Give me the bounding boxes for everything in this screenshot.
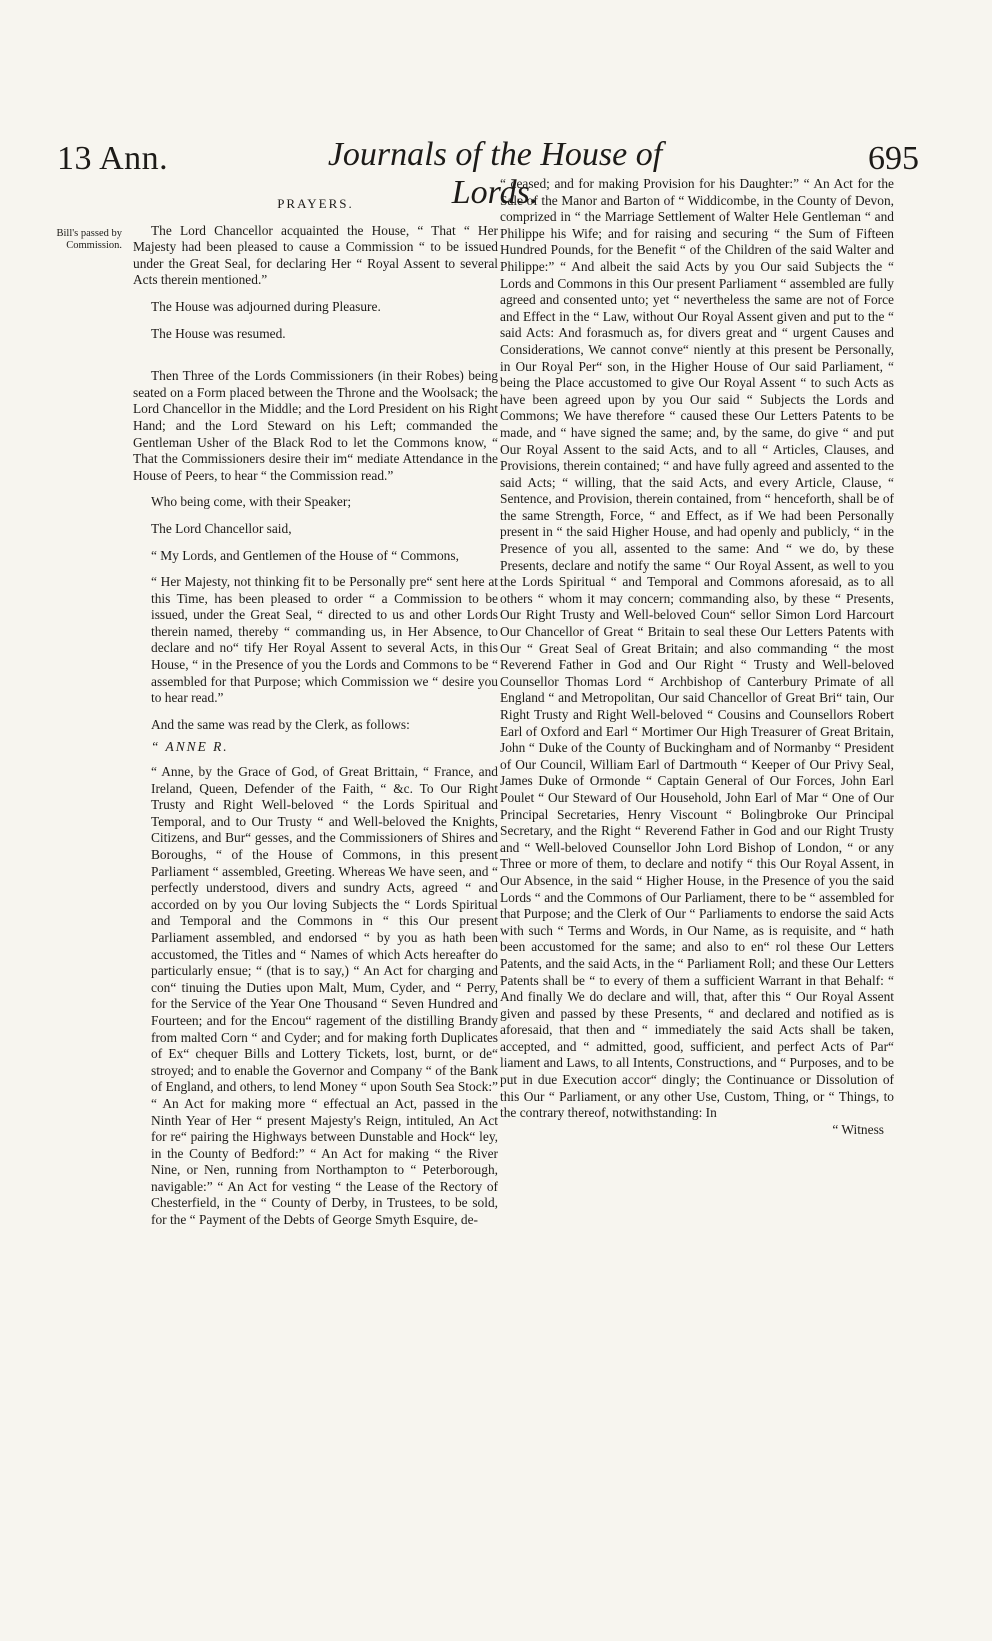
right-column xyxy=(500,176,894,1138)
paragraph: “ My Lords, and Gentlemen of the House of “ Commons, xyxy=(151,547,459,563)
paragraph: “ Anne, by the Grace of God, of Great Brittain, “ France, and Ireland, Queen, Defender of the Faith, “ &c. To Our Right Trusty and Right Well-beloved “ the Lords Spiritual and Temporal, and to Our Trusty “ and Well-beloved the Knights, Citizens, and Bur“ gesses, and the Commissioners of Shires and Boroughs, “ of the House of Commons, in this present Parliament “ assembled, Greeting. Whereas We have seen, and “ perfectly understood, divers and sundry Acts, agreed “ and accorded on by you Our loving Subjects the “ Lords Spiritual and Temporal and the Commons in “ this Our present Parliament assembled, and endorsed “ by you as hath been accustomed, the Titles and “ Names of which Acts hereafter do particularly ensue; “ (that is to say,) “ An Act for charging and con“ tinuing the Duties upon Malt, Mum, Cyder, and “ Perry, for the Service of the Year One Thousand “ Seven Hundred and Fourteen; and for the Encou“ ragement of the distilling Brandy from malted Corn “ and Cyder; and for making forth Duplicates of Ex“ chequer Bills and Lottery Tickets, lost, burnt, or de“ stroyed; and to enable the Governor and Company “ of the Bank of England, and others, to lend Money “ upon South Sea Stock:” “ An Act for making more “ effectual an Act, passed in the Ninth Year of Her “ present Majesty's Reign, intituled, An Act for re“ pairing the Highways between Dunstable and Hock“ ley, in the County of Bedford:” “ An Act for making “ the River Nine, or Nen, running from Northampton to “ Peterborough, navigable:” “ An Act for vesting “ the Lease of the Rectory of Chesterfield, in the “ County of Derby, in Trustees, to be sold, for the “ Payment of the Debts of George Smyth Esquire, de- xyxy=(151,764,498,1228)
page-number: 695 xyxy=(868,140,919,177)
catchword: “ Witness xyxy=(832,1121,884,1137)
paragraph: The Lord Chancellor acquainted the House, “ That “ Her Majesty had been pleased to cause a Commission “ to be issued under the Great Seal, for declaring Her “ Royal Assent to several Acts therein mentioned.” xyxy=(133,222,498,288)
paragraph: Then Three of the Lords Commissioners (in their Robes) being seated on a Form placed between the Throne and the Woolsack; the Lord Chancellor in the Middle; and the Lord President on his Right Hand; and the Lord Steward on his Left; commanded the Gentleman Usher of the Black Rod to let the Commons know, “ That the Commissioners desire their im“ mediate Attendance in the House of Peers, to hear “ the Commission read.” xyxy=(133,368,498,483)
paragraph: The House was resumed. xyxy=(151,325,286,341)
paragraph: “ Her Majesty, not thinking fit to be Personally pre“ sent here at this Time, has been pleased to order “ a Commission to be issued, under the Great Seal, “ directed to us and other Lords therein named, thereby “ commanding us, in Her Absence, to declare and no“ tify Her Royal Assent to several Acts, in this House, “ in the Presence of you the Lords and Commons to be “ assembled for that Purpose; which Commission we “ desire you to hear read.” xyxy=(151,574,498,706)
paragraph: And the same was read by the Clerk, as follows: xyxy=(151,716,410,732)
paragraph: Who being come, with their Speaker; xyxy=(151,494,352,510)
section-heading: PRAYERS. xyxy=(277,196,354,211)
regnal-year: 13 Ann. xyxy=(57,140,169,177)
paragraph: The House was adjourned during Pleasure. xyxy=(151,298,381,314)
commission-heading: “ ANNE R. xyxy=(151,739,229,755)
margin-note: Bill's passed by Commission. xyxy=(56,228,122,251)
running-title-text: Journals of the House of Lords. xyxy=(327,136,663,211)
paragraph: The Lord Chancellor said, xyxy=(151,520,292,536)
paragraph: “ ceased; and for making Provision for his Daughter:” “ An Act for the Sale of the Manor and Barton of “ Widdicombe, in the County of Devon, comprized in “ the Marriage Settlement of Walter Hele Gentleman “ and Philippe his Wife; and for raising and securing “ the Sum of Fifteen Hundred Pounds, for the Benefit “ of the Children of the said Walter and Philippe:” “ And albeit the said Acts by you Our said Subjects the “ Lords and Commons in this Our present Parliament “ assembled are fully agreed and consented unto; yet “ nevertheless the same are not of Force and Effect in the “ Law, without Our Royal Assent given and put to the “ said Acts: And forasmuch as, for divers great and “ urgent Causes and Considerations, We cannot conve“ niently at this present be Personally, in Our Royal Per“ son, in the Higher House of Our said Parliament, “ being the Place accustomed to give Our Royal Assent “ to such Acts as have been agreed upon by you Our said “ Subjects the Lords and Commons; We have therefore “ caused these Our Letters Patents to be made, and “ have signed the same; and, by the same, do give “ and put Our Royal Assent to the said Acts, and to all “ Articles, Clauses, and Provisions, therein contained; “ and have fully agreed and assented to the said Acts; “ willing, that the said Acts, and every Article, Clause, “ Sentence, and Provision, therein contained, from “ henceforth, shall be of the same Strength, Force, “ and Effect, as if We had been Personally present in “ the said Higher House, and had openly and publicly, “ in the Presence of you all, assented to the same: And “ we do, by these Presents, declare and notify the same “ Our Royal Assent, as well to you the Lords Spiritual “ and Temporal and Commons aforesaid, as to all others “ whom it may concern; commanding also, by these “ Presents, Our Right Trusty and Well-beloved Coun“ sellor Simon Lord Harcourt Our Chancellor of Great “ Britain to seal these Our Letters Patents with Our “ Great Seal of Great Britain; and also commanding “ the most Reverend Father in God and Our Right “ Trusty and Well-beloved Counsellor Thomas Lord “ Archbishop of Canterbury Primate of all England “ and Metropolitan, Our said Chancellor of Great Bri“ tain, Our Right Trusty and Right Well-beloved “ Cousins and Counsellors Robert Earl of Oxford and Earl “ Mortimer Our High Treasurer of Great Britain, John “ Duke of the County of Buckingham and of Normanby “ President of Our Council, William Earl of Dartmouth “ Keeper of Our Privy Seal, James Duke of Ormonde “ Captain General of Our Forces, John Earl Poulet “ Our Steward of Our Household, John Earl of Mar “ One of Our Principal Secretaries, Henry Viscount “ Bolingbroke Our Principal Secretary, and the Right “ Reverend Father in God and our Right Trusty and “ Well-beloved Counsellor John Lord Bishop of London, “ or any Three or more of them, to declare and notify “ this Our Royal Assent, in Our Absence, in the said “ Higher House, in the Presence of you the said Lords “ and the Commons of Our Parliament, there to be “ assembled for that Purpose; and the Clerk of Our “ Parliaments to endorse the said Acts with such “ Terms and Words, in Our Name, as is requisite, and “ hath been accustomed for the same; and also to en“ rol these Our Letters Patents, and the said Acts, in the “ Parliament Roll; and these Our Letters Patents shall be “ to every of them a sufficient Warrant in that Behalf: “ And finally We do declare and will, that, after this “ Our Royal Assent given and passed by these Presents, “ and declared and notified as is aforesaid, that then and “ immediately the said Acts shall be taken, accepted, and “ admitted, good, sufficient, and perfect Acts of Par“ liament and Laws, to all Intents, Constructions, and “ Purposes, and to be put in due Execution accor“ dingly; the Continuance or Dissolution of this Our “ Parliament, or any other Use, Custom, Thing, or “ Things, to the contrary thereof, notwithstanding: In xyxy=(500,176,894,1121)
left-column xyxy=(133,196,498,1229)
